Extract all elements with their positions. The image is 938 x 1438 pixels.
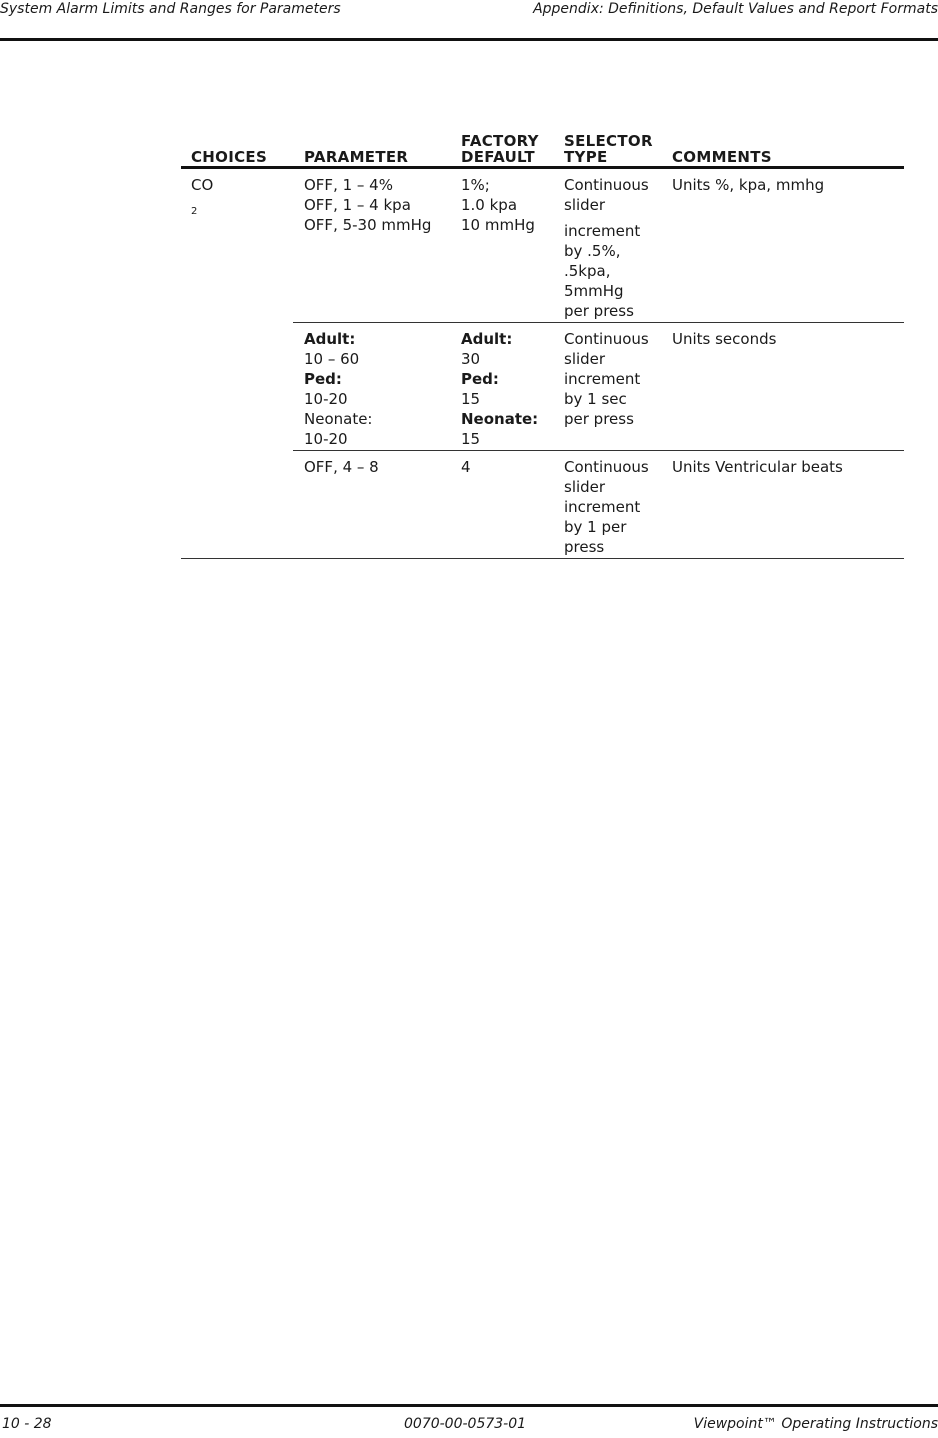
selector-cell: Continuous slider increment by .5%, .5kpa, 5mmHg per press	[564, 176, 649, 320]
parameter-cell: OFF, 4 – 8	[304, 458, 379, 476]
document-number: 0070-00-0573-01	[404, 1416, 527, 1432]
table-row	[181, 169, 904, 323]
header-section-title: System Alarm Limits and Ranges for Parameters	[0, 1, 341, 17]
default-cell: 4	[461, 458, 471, 476]
table-row	[181, 451, 904, 559]
table-header-row	[181, 124, 904, 169]
header-parameter: PARAMETER	[304, 148, 409, 166]
selector-cell: Continuous slider increment by 1 sec per press	[564, 330, 649, 428]
table-row	[181, 323, 904, 451]
page-footer	[0, 1404, 938, 1438]
comments-cell: Units Ventricular beats	[672, 458, 843, 476]
header-choices: CHOICES	[191, 148, 268, 166]
header-selector-type: SELECTOR TYPE	[564, 132, 653, 166]
comments-cell: Units %, kpa, mmhg	[672, 176, 825, 194]
alarm-limits-table	[181, 124, 904, 559]
page-header	[0, 0, 938, 41]
table-bottom-rule	[181, 558, 904, 559]
document-title: Viewpoint™ Operating Instructions	[693, 1416, 938, 1432]
header-chapter-title: Appendix: Definitions, Default Values and Report Formats	[533, 1, 938, 17]
parameter-cell: Adult: 10 – 60 Ped: 10-20 Neonate: 10-20	[304, 330, 373, 448]
choice-co2: CO $_2$	[191, 176, 214, 217]
selector-cell: Continuous slider increment by 1 per press	[564, 458, 649, 556]
page-number: 10 - 28	[2, 1416, 52, 1432]
parameter-cell: OFF, 1 – 4% OFF, 1 – 4 kpa OFF, 5-30 mmHg	[304, 176, 432, 234]
header-factory-default: FACTORY DEFAULT	[461, 132, 539, 166]
header-comments: COMMENTS	[672, 148, 772, 166]
comments-cell: Units seconds	[672, 330, 777, 348]
default-cell: Adult: 30 Ped: 15 Neonate: 15	[461, 330, 539, 448]
default-cell: 1%; 1.0 kpa 10 mmHg	[461, 176, 535, 234]
